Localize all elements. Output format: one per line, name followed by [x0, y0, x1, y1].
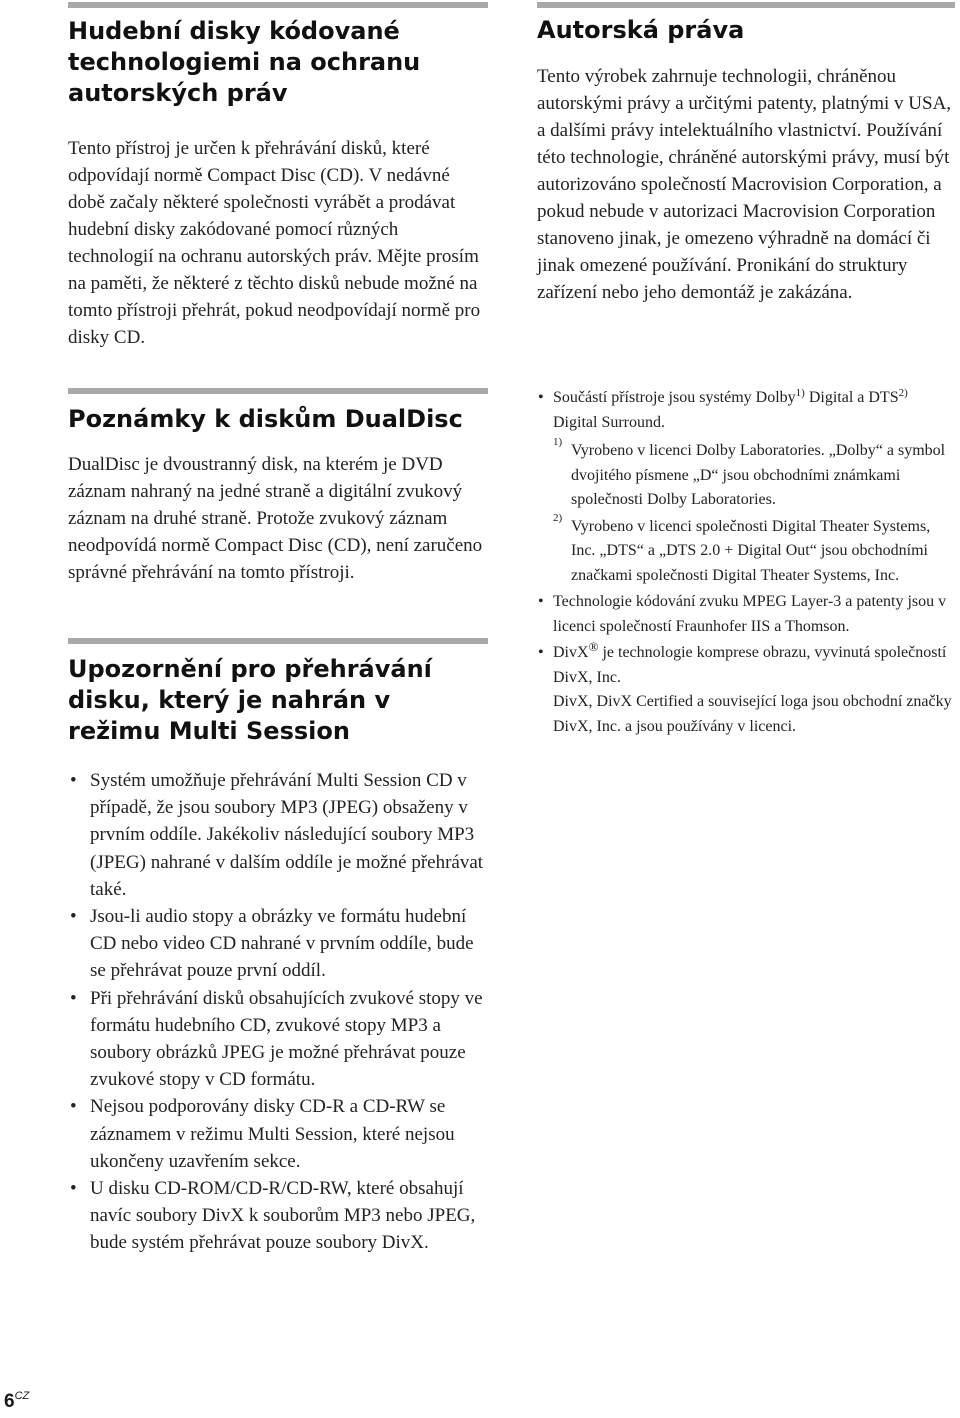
trademark-text: Součástí přístroje jsou systémy Dolby [553, 389, 796, 406]
footnote-mark: 2) [553, 511, 563, 524]
trademark-list [537, 386, 955, 739]
section-dualdisc [68, 388, 488, 586]
section-multi-session [68, 638, 488, 1257]
section-text: Tento přístroj je určen k přehrávání disků, které odpovídají normě Compact Disc (CD). V nedávné době začaly některé společnosti vyrábět a prodávat hudební disky zakódované pomocí různých technologií na ochranu autorských práv. Mějte prosím na paměti, že některé z těchto disků nebude možné na tomto přístroji přehrát, pokud neodpovídají normě pro disky CD. [68, 138, 481, 348]
trademark-text: Digital a DTS [804, 389, 899, 406]
bullet-list [68, 767, 488, 1257]
footnote-ref: 1) [795, 387, 805, 399]
section-rule [68, 388, 488, 394]
section-copy-protected-discs [68, 2, 488, 351]
trademark-text: DivX [553, 644, 589, 661]
footnote-dolby [553, 436, 955, 513]
list-item: • U disku CD-ROM/CD-R/CD-RW, které obsahují navíc soubory DivX k souborům MP3 nebo JPEG, bude systém přehrávat pouze soubory DivX. [68, 1175, 488, 1257]
section-rule [68, 2, 488, 8]
footnote-dts [553, 511, 955, 589]
list-item: • Systém umožňuje přehrávání Multi Session CD v případě, že jsou soubory MP3 (JPEG) obsaženy v prvním oddíle. Jakékoliv následující soubory MP3 (JPEG) nahrané v dalším oddíle je možné přehrávat také. [68, 767, 488, 903]
section-heading: Autorská práva [537, 16, 745, 44]
footnote-text: Vyrobeno v licenci Dolby Laboratories. „Dolby“ a symbol dvojitého písmene „D“ jsou obchodními známkami společnosti Dolby Laboratories. [571, 442, 946, 508]
list-item [537, 641, 955, 739]
registered-mark: ® [588, 639, 599, 654]
section-copyrights [537, 2, 955, 306]
list-item: • Jsou-li audio stopy a obrázky ve formátu hudební CD nebo video CD nahrané v prvním oddíle, bude se přehrávat pouze první oddíl. [68, 903, 488, 985]
list-item: • Technologie kódování zvuku MPEG Layer-3 a patenty jsou v licenci společností Fraunhofer IIS a Thomson. [537, 590, 955, 639]
list-item: • Nejsou podporovány disky CD-R a CD-RW se záznamem v režimu Multi Session, které nejsou ukončeny uzavřením sekce. [68, 1093, 488, 1175]
trademark-notes [537, 386, 955, 739]
list-item [537, 386, 955, 588]
section-heading: Upozornění pro přehrávání disku, který je nahrán v režimu Multi Session [68, 655, 432, 745]
section-text: Tento výrobek zahrnuje technologii, chráněnou autorskými právy a určitými patenty, platnými v USA, a dalšími právy intelektuálního vlastnictví. Používání této technologie, chráněné autorskými právy, musí být autorizováno společností Macrovision Corporation, a pokud nebude v autorizaci Macrovision Corporation stanoveno jinak, je omezeno výhradně na domácí či jinak omezené používání. Pronikání do struktury zařízení nebo jeho demontáž je zakázána. [537, 66, 952, 303]
page-number [4, 1390, 29, 1413]
language-code: CZ [14, 1390, 30, 1402]
section-heading: Hudební disky kódované technologiemi na ochranu autorských práv [68, 17, 421, 107]
page-number-value: 6 [4, 1391, 15, 1412]
section-rule [68, 638, 488, 644]
trademark-text: Digital Surround. [553, 413, 665, 431]
trademark-text: je technologie komprese obrazu, vyvinutá společností DivX, Inc. [553, 644, 947, 686]
section-heading: Poznámky k diskům DualDisc [68, 405, 463, 433]
footnote-ref: 2) [898, 387, 908, 399]
footnote-text: Vyrobeno v licenci společnosti Digital Theater Systems, Inc. „DTS“ a „DTS 2.0 + Digital Out“ jsou obchodními značkami společnosti Digital Theater Systems, Inc. [571, 517, 931, 584]
section-rule [537, 2, 955, 8]
trademark-text: DivX, DivX Certified a související loga jsou obchodní značky DivX, Inc. a jsou používány v licenci. [553, 693, 952, 735]
section-text: DualDisc je dvoustranný disk, na kterém je DVD záznam nahraný na jedné straně a digitální zvukový záznam na druhé straně. Protože zvukový záznam neodpovídá normě Compact Disc (CD), není zaručeno správné přehrávání na tomto přístroji. [68, 454, 483, 583]
footnote-mark: 1) [553, 436, 563, 448]
list-item: • Při přehrávání disků obsahujících zvukové stopy ve formátu hudebního CD, zvukové stopy MP3 a soubory obrázků JPEG je možné přehrávat pouze zvukové stopy v CD formátu. [68, 985, 488, 1094]
